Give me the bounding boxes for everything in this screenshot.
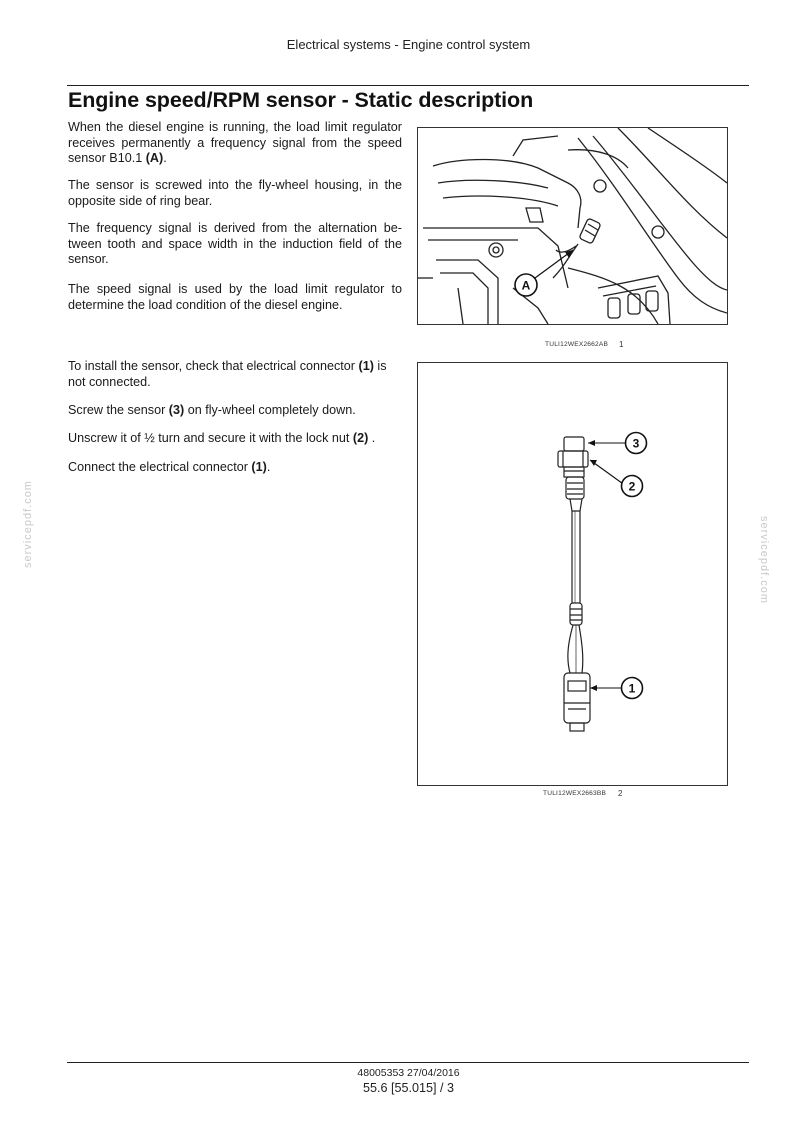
paragraph-connect <box>68 460 402 476</box>
install-check-end: is not connected. <box>68 359 387 389</box>
ref-a: (A) <box>145 151 164 166</box>
paragraph-install-check <box>68 359 402 390</box>
paragraph-signal <box>68 120 402 167</box>
footer-rule <box>67 1062 749 1063</box>
paragraph-screw <box>68 403 402 419</box>
figure-1-engine-photo <box>417 127 728 325</box>
paragraph-signal-end: . <box>163 151 167 166</box>
footer-document-code: 48005353 27/04/2016 <box>357 1067 460 1079</box>
unscrew-end: . <box>368 431 376 445</box>
callout-2-label: 2 <box>628 479 636 494</box>
header-rule <box>67 85 749 86</box>
running-header: Electrical systems - Engine control system <box>286 37 531 52</box>
install-check-text: To install the sensor, check that electrical connector <box>68 359 359 373</box>
ref-1: (1) <box>358 359 374 373</box>
paragraph-unscrew <box>68 431 402 447</box>
callout-1-label: 1 <box>628 681 636 696</box>
connect-text: Connect the electrical connector <box>68 460 252 474</box>
callout-a-label: A <box>521 278 531 293</box>
callout-3-label: 3 <box>632 436 640 451</box>
figure-1-number: 1 <box>619 340 624 349</box>
watermark-left: servicepdf.com <box>22 480 34 568</box>
figure-1-drawing <box>418 128 727 324</box>
paragraph-mounting: The sensor is screwed into the fly-wheel housing, in the opposite side of ring bear. <box>68 178 402 208</box>
connect-end: . <box>266 460 271 474</box>
footer-page-number: 55.6 [55.015] / 3 <box>362 1081 455 1095</box>
screw-end: on fly-wheel completely down. <box>184 403 356 417</box>
ref-1b: (1) <box>251 460 267 474</box>
screw-text: Screw the sensor <box>68 403 169 417</box>
paragraph-signal-text: When the diesel engine is running, the load limit regulator receives permanently a frequency signal from the speed sensor B10.1 <box>68 120 402 166</box>
unscrew-text: Unscrew it of ½ turn and secure it with the lock nut <box>68 431 353 445</box>
figure-2-drawing <box>418 363 727 785</box>
paragraph-frequency: The frequency signal is derived from the alternation be-tween tooth and space width in the induction field of the sensor. <box>68 221 402 267</box>
paragraph-load: The speed signal is used by the load limit regulator to determine the load condition of the diesel engine. <box>68 282 402 312</box>
watermark-right: servicepdf.com <box>758 516 770 604</box>
page-title: Engine speed/RPM sensor - Static description <box>68 88 534 112</box>
figure-2-number: 2 <box>618 789 623 798</box>
ref-2: (2) <box>352 431 369 445</box>
ref-3: (3) <box>168 403 185 417</box>
figure-2-sensor-drawing <box>417 362 728 786</box>
figure-1-caption: TULI12WEX2662AB <box>545 341 609 348</box>
figure-2-caption: TULI12WEX2663BB <box>543 790 607 797</box>
